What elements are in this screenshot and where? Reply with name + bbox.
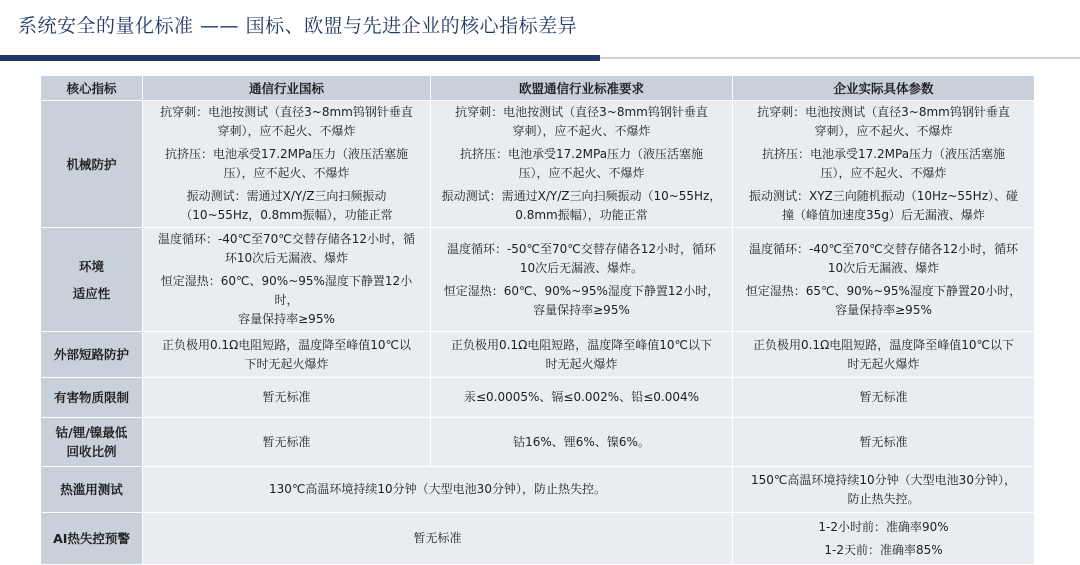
- cell-text: 正负极用0.1Ω电阻短路，温度降至峰值10℃以下: [752, 337, 1014, 352]
- cell-environment-national: [143, 228, 431, 332]
- cell-environment-enterprise: [733, 228, 1035, 332]
- cell-text: 穿刺），应不起火、不爆炸: [217, 124, 356, 138]
- cell-text: 10次后无漏液、爆炸: [827, 260, 940, 275]
- header-enterprise-params: 企业实际具体参数: [733, 76, 1035, 101]
- cell-recycling-eu: 钴16%、锂6%、镍6%。: [431, 418, 733, 467]
- cell-text: 抗挤压：电池承受17.2MPa压力（液压活塞施: [459, 147, 704, 161]
- cell-ai-enterprise: [733, 513, 1035, 565]
- row-label-line: 适应性: [72, 285, 111, 301]
- cell-text: 压），应不起火、不爆炸: [518, 166, 645, 180]
- cell-text: 容量保持率≥95%: [533, 302, 630, 317]
- cell-environment-eu: [431, 228, 733, 332]
- cell-text: 时无起火爆炸: [545, 356, 618, 371]
- title-underline-light: [600, 57, 1080, 59]
- row-label-ai-warning: AI热失控预警: [41, 513, 143, 565]
- cell-text: （10~55Hz，0.8mm振幅），功能正常: [180, 208, 393, 222]
- cell-text: 容量保持率≥95%: [238, 312, 335, 326]
- cell-text: 1-2小时前：准确率90%: [818, 519, 949, 534]
- row-label-thermal-abuse: 热滥用测试: [41, 467, 143, 513]
- row-label-line: 环境: [78, 258, 104, 274]
- table-row: [41, 467, 1035, 513]
- cell-text: 恒定湿热：60℃、90%~95%湿度下静置12小时，: [443, 283, 720, 298]
- cell-text: 抗穿刺：电池按测试（直径3~8mm钨钢针垂直: [455, 105, 708, 119]
- cell-text: 抗穿刺：电池按测试（直径3~8mm钨钢针垂直: [160, 105, 413, 119]
- table-row: [41, 228, 1035, 332]
- header-row: [41, 76, 1035, 101]
- cell-text: 下时无起火爆炸: [244, 356, 329, 371]
- cell-text: 1-2天前：准确率85%: [824, 542, 943, 557]
- cell-text: 防止热失控。: [847, 491, 920, 506]
- cell-text: 150℃高温环境持续10分钟（大型电池30分钟），: [751, 472, 1016, 487]
- cell-text: 温度循环：-40℃至70℃交替存储各12小时，循环: [748, 241, 1019, 256]
- cell-text: 撞（峰值加速度35g）后无漏液、爆炸: [782, 208, 985, 222]
- cell-text: 抗挤压：电池承受17.2MPa压力（液压活塞施: [761, 147, 1006, 161]
- cell-text: 抗挤压：电池承受17.2MPa压力（液压活塞施: [164, 147, 409, 161]
- cell-text: 温度循环：-50℃至70℃交替存储各12小时，循环: [446, 241, 717, 256]
- cell-text: 穿刺），应不起火、不爆炸: [512, 124, 651, 138]
- row-label-line: 回收比例: [66, 444, 117, 459]
- cell-text: 正负极用0.1Ω电阻短路，温度降至峰值10℃以: [161, 337, 411, 352]
- cell-text: 0.8mm振幅），功能正常: [515, 208, 648, 222]
- comparison-table: [40, 75, 1035, 565]
- title-underline-dark: [0, 55, 600, 61]
- cell-thermal-national-eu: 130℃高温环境持续10分钟（大型电池30分钟），防止热失控。: [143, 467, 733, 513]
- row-label-hazardous-substances: 有害物质限制: [41, 378, 143, 418]
- cell-text: 温度循环：-40℃至70℃交替存储各12小时，循: [157, 232, 416, 246]
- row-label-mechanical: 机械防护: [41, 101, 143, 228]
- cell-text: 恒定湿热：60℃、90%~95%湿度下静置12小时，: [160, 274, 413, 307]
- row-label-line: 钴/锂/镍最低: [55, 425, 128, 440]
- header-core-indicator: 核心指标: [41, 76, 143, 101]
- cell-short-circuit-eu: [431, 332, 733, 378]
- table-row: [41, 332, 1035, 378]
- cell-text: 振动测试：XYZ三向随机振动（10Hz~55Hz）、碰: [748, 189, 1018, 203]
- cell-text: 恒定湿热：65℃、90%~95%湿度下静置20小时，: [745, 283, 1022, 298]
- cell-text: 压），应不起火、不爆炸: [223, 166, 350, 180]
- cell-short-circuit-enterprise: [733, 332, 1035, 378]
- cell-hazardous-enterprise: 暂无标准: [733, 378, 1035, 418]
- table-row: [41, 418, 1035, 467]
- cell-text: 环10次后无漏液、爆炸: [224, 251, 349, 265]
- row-label-short-circuit: 外部短路防护: [41, 332, 143, 378]
- cell-mechanical-national: [143, 101, 431, 228]
- cell-thermal-enterprise: [733, 467, 1035, 513]
- cell-text: 振动测试：需通过X/Y/Z三向扫频振动（10~55Hz，: [441, 189, 722, 203]
- table-row: [41, 378, 1035, 418]
- title-underline: [0, 55, 1080, 61]
- page-title: 系统安全的量化标准 —— 国标、欧盟与先进企业的核心指标差异: [18, 15, 578, 37]
- cell-short-circuit-national: [143, 332, 431, 378]
- cell-text: 振动测试：需通过X/Y/Z三向扫频振动: [186, 189, 387, 203]
- header-national-standard: 通信行业国标: [143, 76, 431, 101]
- cell-hazardous-eu: 汞≤0.0005%、镉≤0.002%、铅≤0.004%: [431, 378, 733, 418]
- cell-recycling-enterprise: 暂无标准: [733, 418, 1035, 467]
- cell-recycling-national: 暂无标准: [143, 418, 431, 467]
- cell-text: 容量保持率≥95%: [835, 302, 932, 317]
- cell-text: 时无起火爆炸: [847, 356, 920, 371]
- cell-hazardous-national: 暂无标准: [143, 378, 431, 418]
- cell-text: 正负极用0.1Ω电阻短路，温度降至峰值10℃以下: [450, 337, 712, 352]
- cell-text: 抗穿刺：电池按测试（直径3~8mm钨钢针垂直: [757, 105, 1010, 119]
- cell-text: 10次后无漏液、爆炸。: [519, 260, 644, 275]
- row-label-recycling: [41, 418, 143, 467]
- cell-ai-national-eu: 暂无标准: [143, 513, 733, 565]
- row-label-environment: [41, 228, 143, 332]
- table-row: [41, 101, 1035, 228]
- table-row: [41, 513, 1035, 565]
- cell-text: 穿刺），应不起火、不爆炸: [814, 124, 953, 138]
- cell-mechanical-eu: [431, 101, 733, 228]
- header-eu-standard: 欧盟通信行业标准要求: [431, 76, 733, 101]
- cell-text: 压），应不起火、不爆炸: [820, 166, 947, 180]
- cell-mechanical-enterprise: [733, 101, 1035, 228]
